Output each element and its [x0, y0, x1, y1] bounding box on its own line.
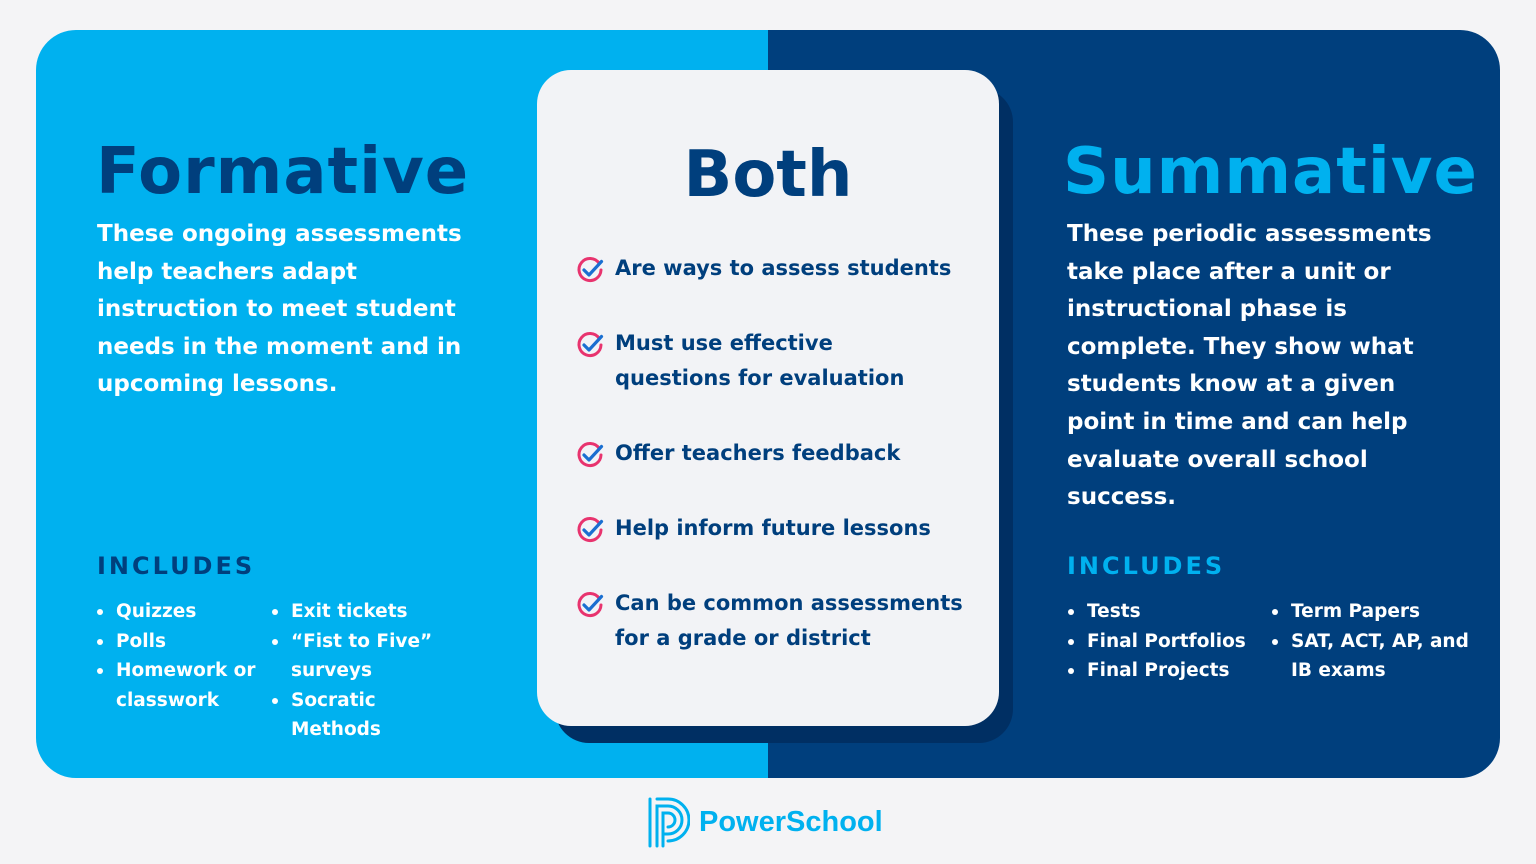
list-item: Quizzes [96, 597, 266, 627]
both-title: Both [683, 138, 853, 212]
summative-includes-heading: INCLUDES [1067, 552, 1226, 580]
summative-includes-list-1 [1067, 597, 1267, 686]
list-item: Term Papers [1271, 597, 1471, 627]
both-item [575, 436, 985, 471]
list-item: “Fist to Five” surveys [271, 627, 471, 686]
both-item [575, 251, 985, 286]
formative-description: These ongoing assessments help teachers adapt instruction to meet student needs in the moment and in upcoming lessons. [97, 221, 462, 398]
summative-includes-list-2 [1271, 597, 1471, 686]
summative-title: Summative [1063, 135, 1478, 209]
check-circle-icon [575, 330, 605, 360]
list-item: Homework or classwork [96, 656, 266, 715]
check-circle-icon [575, 515, 605, 545]
powerschool-logo-icon [646, 796, 690, 848]
check-circle-icon [575, 440, 605, 470]
both-item-text: Are ways to assess students [615, 256, 952, 280]
both-item [575, 326, 985, 396]
footer-logo [646, 794, 883, 850]
both-item [575, 586, 985, 656]
list-item: Socratic Methods [271, 686, 471, 745]
formative-includes-list-1 [96, 597, 266, 715]
formative-includes-list-2 [271, 597, 471, 745]
list-item: Final Portfolios [1067, 627, 1267, 657]
both-item-text: Must use effective questions for evaluation [615, 331, 905, 390]
summative-description: These periodic assessments take place after a unit or instructional phase is complete. They show what students know at a given point in time and can help evaluate overall school success. [1067, 221, 1432, 511]
check-circle-icon [575, 590, 605, 620]
both-item [575, 511, 985, 546]
formative-includes-heading: INCLUDES [97, 552, 256, 580]
list-item: Tests [1067, 597, 1267, 627]
list-item: Exit tickets [271, 597, 471, 627]
both-card [537, 70, 999, 726]
both-item-text: Offer teachers feedback [615, 441, 901, 465]
brand-name: PowerSchool [699, 805, 883, 838]
both-item-text: Help inform future lessons [615, 516, 931, 540]
check-circle-icon [575, 255, 605, 285]
list-item: Polls [96, 627, 266, 657]
formative-title: Formative [96, 135, 470, 209]
both-item-text: Can be common assessments for a grade or district [615, 591, 963, 650]
list-item: SAT, ACT, AP, and IB exams [1271, 627, 1471, 686]
list-item: Final Projects [1067, 656, 1267, 686]
